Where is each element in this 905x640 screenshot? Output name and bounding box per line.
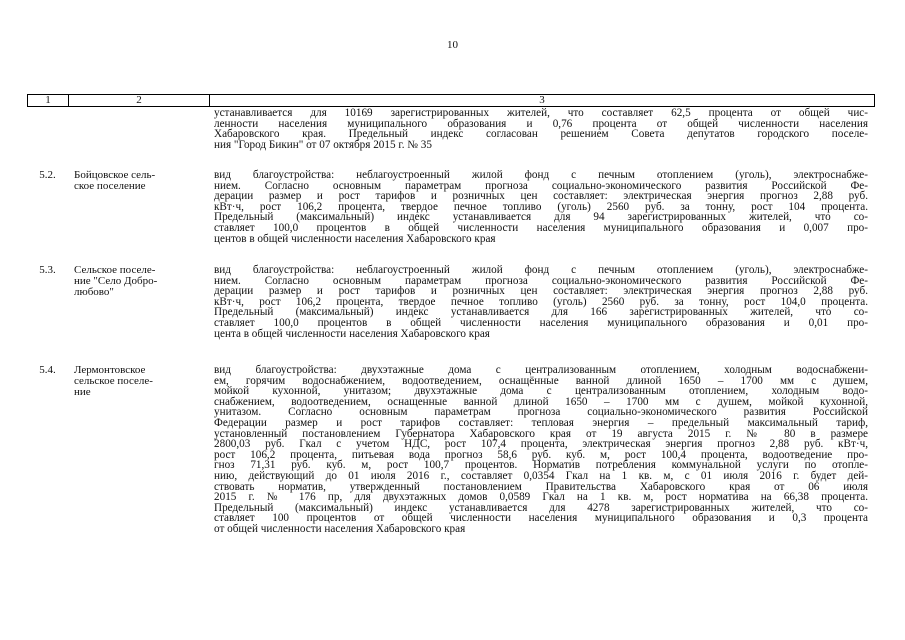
text-line: Предельный (максимальный) индекс устанавливается для 4278 зарегистрированных жителей, что со- — [214, 501, 868, 514]
text-line: ставляет 100,0 процентов в общей численности населения муниципального образования и 0,01 про- — [214, 316, 868, 329]
description-paragraph — [214, 170, 868, 244]
name-line: ние — [74, 386, 91, 398]
name-line: ние "Село Добро- — [74, 275, 158, 287]
continuation-text — [214, 108, 868, 150]
page-number: 10 — [447, 39, 458, 51]
text-line: вид благоустройства: неблагоустроенный жилой фонд с печным отоплением (уголь), электроснабже- — [214, 169, 868, 181]
column-header-1: 1 — [28, 95, 69, 106]
settlement-description — [214, 365, 868, 535]
name-line: Сельское поселе- — [74, 264, 156, 276]
table-header — [27, 94, 875, 107]
text-line: унитазом. Согласно основным параметрам прогноза социально-экономического развития Российской — [214, 406, 868, 419]
text-line: снабжением, водоотведением, оснащенные ванной длиной 1650 – 1700 мм с душем, мойкой кухонной, — [214, 395, 868, 408]
text-line: ставляет 100 процентов от общей численности населения муниципального образования и 0,3 процента — [214, 512, 868, 525]
text-line: 2015 г. № 176 пр, для двухэтажных домов 0,0589 Гкал на 1 кв. м, рост норматива на 66,38 процента. — [214, 491, 868, 504]
text-line: ствовать норматив, утвержденный постановлением Правительства Хабаровского края от 06 июля — [214, 480, 868, 493]
text-line: нием. Согласно основным параметрам прогноза социально-экономического развития Российской Фе- — [214, 274, 868, 287]
name-line: ское поселение — [74, 180, 146, 192]
settlement-name — [74, 170, 198, 192]
row-number: 5.2. — [39, 169, 56, 181]
settlement-name — [74, 365, 198, 398]
text-line: Предельный (максимальный) индекс устанавливается для 166 зарегистрированных жителей, что со- — [214, 306, 868, 319]
settlement-name — [74, 265, 198, 298]
text-line: Федерации размер и рост тарифов составляет: тепловая энергия – предельный максимальный тариф, — [214, 416, 868, 429]
text-line: 2800,03 руб. Гкал с учетом НДС, рост 107,4 процента, электрическая энергия прогноз 2,88 руб. кВт·ч, — [214, 438, 868, 451]
text-line: вид благоустройства: двухэтажные дома с централизованным отоплением, холодным водоснабжени- — [214, 364, 868, 376]
settlement-description — [214, 170, 868, 244]
text-line: вид благоустройства: неблагоустроенный жилой фонд с печным отоплением (уголь), электроснабже- — [214, 264, 868, 276]
continuation-paragraph — [214, 108, 868, 150]
text-line: устанавливается для 10169 зарегистрированных жителей, что составляет 62,5 процента от общей чис- — [214, 107, 868, 119]
column-header-3: 3 — [539, 94, 545, 106]
name-line: Лермонтовское — [74, 364, 146, 376]
text-line: гноз 71,31 руб. куб. м, рост 100,7 процентов. Норматив потребления коммунальной услуги по отопле- — [214, 459, 868, 472]
text-line: Предельный (максимальный) индекс устанавливается для 94 зарегистрированных жителей, что со- — [214, 211, 868, 224]
text-line: нием. Согласно основным параметрам прогноза социально-экономического развития Российской Фе- — [214, 179, 868, 192]
text-line: ставляет 100,0 процентов в общей численности населения муниципального образования и 0,007 про- — [214, 221, 868, 234]
text-line: ленности населения муниципального образования и 0,76 процента от общей численности населения — [214, 117, 868, 130]
text-line: дерации размер и рост тарифов и розничных цен составляет: электрическая энергия прогноз 2,88 руб. — [214, 190, 868, 203]
text-line: ния "Город Бикин" от 07 октября 2015 г. № 35 — [214, 138, 432, 151]
text-line: кВт·ч, рост 106,2 процента, твердое печное топливо (уголь) 2560 руб. за тонну, рост 104 процента. — [214, 200, 868, 213]
name-line: любово" — [74, 286, 114, 298]
row-number: 5.4. — [39, 364, 56, 376]
text-line: рост 106,2 процента, питьевая вода прогноз 58,6 руб. куб. м, рост 100,4 процента, водоотведение про- — [214, 448, 868, 461]
text-line: нию, действующий до 01 июля 2016 г., составляет 0,0354 Гкал на 1 кв. м, с 01 июля 2016 г. будет дей- — [214, 469, 868, 482]
row-number: 5.3. — [39, 264, 56, 276]
description-paragraph — [214, 265, 868, 339]
text-line: цента в общей численности населения Хабаровского края — [214, 327, 490, 340]
column-header-2: 2 — [69, 95, 210, 106]
text-line: установленный постановлением Губернатора Хабаровского края от 19 августа 2015 г. № 80 в размере — [214, 427, 868, 440]
text-line: ем, горячим водоснабжением, водоотведением, оснащённые ванной длиной 1650 – 1700 мм с душем, — [214, 374, 868, 387]
text-line: от общей численности населения Хабаровского края — [214, 522, 466, 535]
text-line: центов в общей численности населения Хабаровского края — [214, 232, 496, 245]
text-line: дерации размер и рост тарифов и розничных цен составляет: электрическая энергия прогноз 2,88 руб. — [214, 285, 868, 298]
description-paragraph — [214, 365, 868, 535]
name-line: Бойцовское сель- — [74, 169, 156, 181]
text-line: мойкой кухонной, унитазом; двухэтажные дома с централизованным отоплением, холодным водо- — [214, 385, 868, 398]
text-line: кВт·ч, рост 106,2 процента, твердое печное топливо (уголь) 2560 руб. за тонну, рост 104,0 процента. — [214, 295, 868, 308]
text-line: Хабаровского края. Предельный индекс согласован решением Совета депутатов городского поселе- — [214, 128, 868, 141]
settlement-description — [214, 265, 868, 339]
name-line: сельское поселе- — [74, 375, 153, 387]
